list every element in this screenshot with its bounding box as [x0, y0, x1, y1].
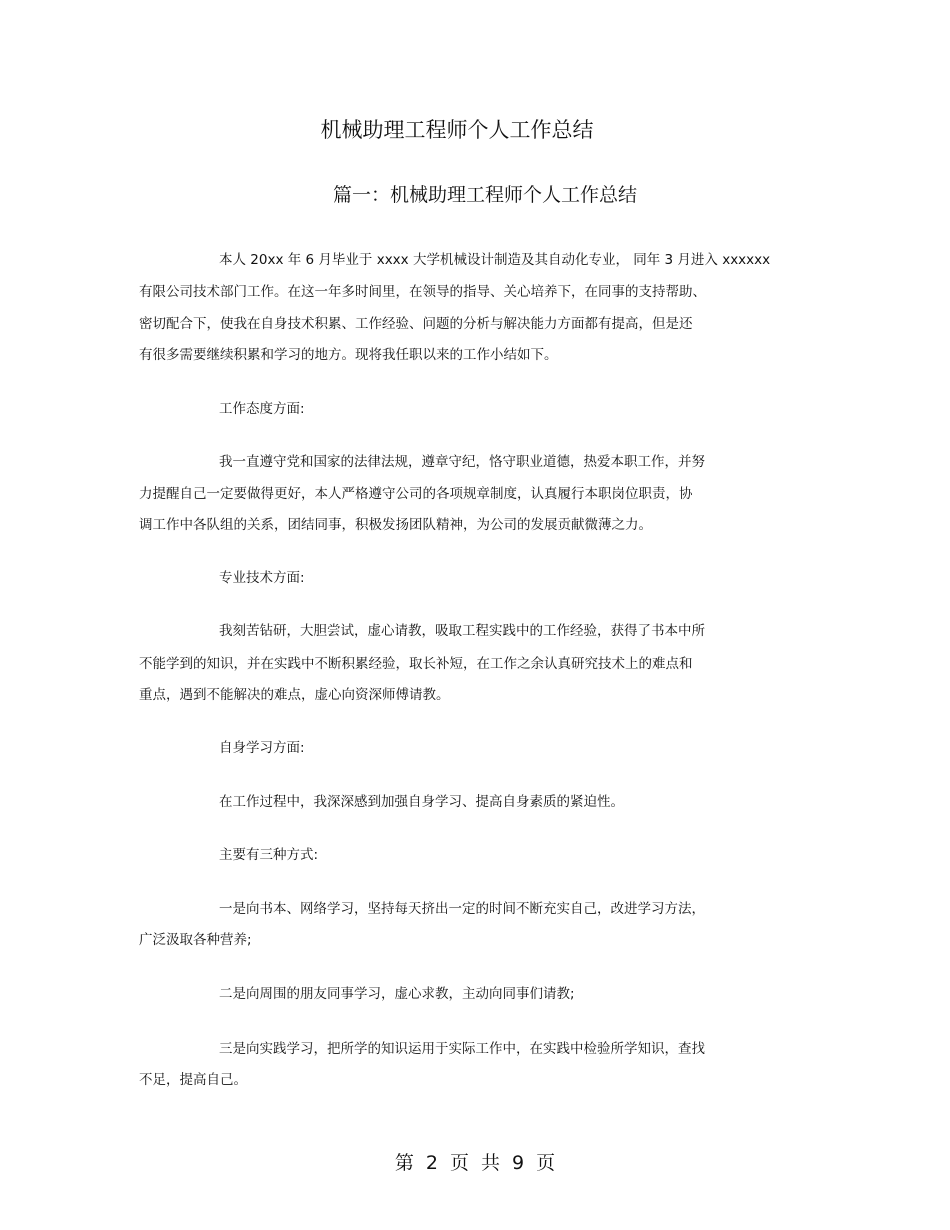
paragraph-line: 我刻苦钻研，大胆尝试，虚心请教，吸取工程实践中的工作经验，获得了书本中所	[219, 623, 705, 639]
section-heading: 专业技术方面:	[219, 570, 305, 586]
document-subtitle: 篇一：机械助理工程师个人工作总结	[332, 184, 637, 206]
paragraph-line: 有限公司技术部门工作。在这一年多时间里，在领导的指导、关心培养下，在同事的支持帮助、	[139, 284, 706, 300]
paragraph-line: 在工作过程中，我深深感到加强自身学习、提高自身素质的紧迫性。	[219, 794, 624, 810]
paragraph-line: 重点，遇到不能解决的难点，虚心向资深师傅请教。	[139, 687, 450, 703]
paragraph-line: 主要有三种方式:	[219, 847, 319, 863]
section-heading: 自身学习方面:	[219, 740, 305, 756]
paragraph-line: 本人 20xx 年 6 月毕业于 xxxx 大学机械设计制造及其自动化专业， 同年 3 月进入 xxxxxx	[219, 252, 771, 268]
paragraph-line: 我一直遵守党和国家的法律法规，遵章守纪，恪守职业道德，热爱本职工作，并努	[219, 454, 705, 470]
section-heading: 工作态度方面:	[219, 401, 305, 417]
document-title: 机械助理工程师个人工作总结	[320, 118, 594, 142]
paragraph-line: 三是向实践学习，把所学的知识运用于实际工作中，在实践中检验所学知识，查找	[219, 1041, 705, 1057]
paragraph-line: 力提醒自己一定要做得更好，本人严格遵守公司的各项规章制度，认真履行本职岗位职责，协	[139, 486, 693, 502]
paragraph-line: 不能学到的知识，并在实践中不断积累经验，取长补短，在工作之余认真研究技术上的难点和	[139, 656, 693, 672]
paragraph-line: 不足，提高自己。	[139, 1072, 247, 1088]
page-footer: 第 2 页 共 9 页	[394, 1152, 556, 1174]
paragraph-line: 密切配合下，使我在自身技术积累、工作经验、问题的分析与解决能力方面都有提高，但是还	[139, 316, 693, 332]
paragraph-line: 调工作中各队组的关系，团结同事，积极发扬团队精神，为公司的发展贡献微薄之力。	[139, 517, 652, 533]
paragraph-line: 广泛汲取各种营养;	[139, 932, 252, 948]
paragraph-line: 二是向周围的朋友同事学习，虚心求教，主动向同事们请教;	[219, 986, 575, 1002]
paragraph-line: 有很多需要继续积累和学习的地方。现将我任职以来的工作小结如下。	[139, 347, 558, 363]
paragraph-line: 一是向书本、网络学习，坚持每天挤出一定的时间不断充实自己，改进学习方法，	[219, 901, 705, 917]
